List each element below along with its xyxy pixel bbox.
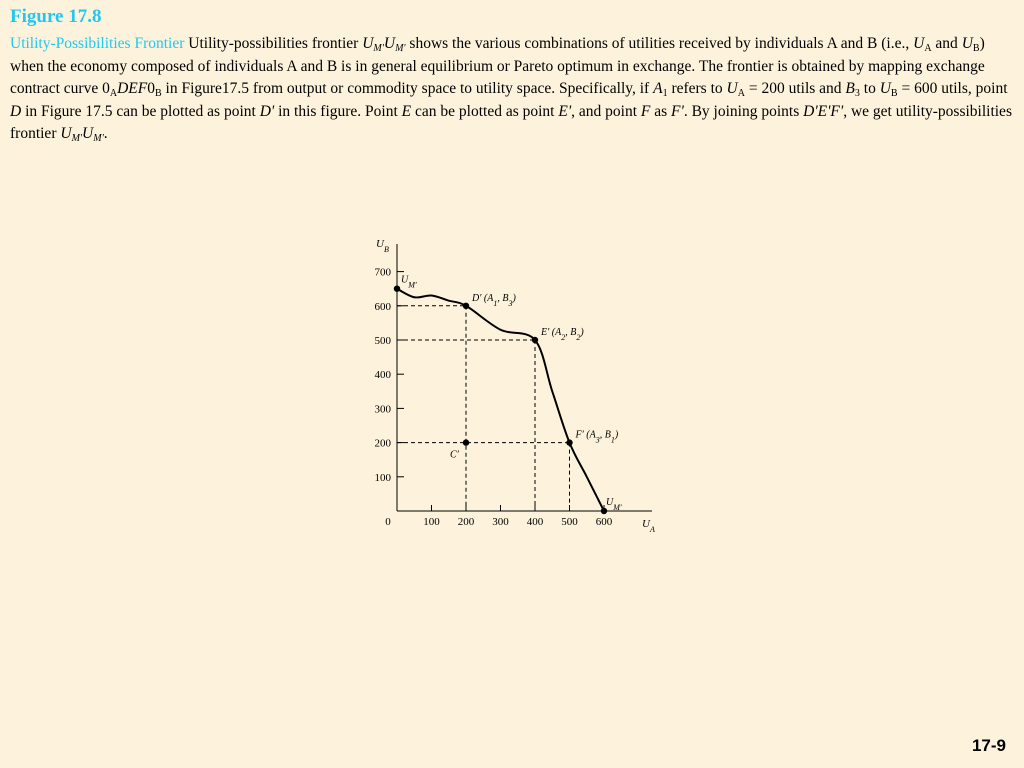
text-run: M' bbox=[395, 43, 406, 54]
text-run: 3 bbox=[854, 88, 860, 99]
frontier-end-label bbox=[606, 497, 622, 512]
text-run: B bbox=[890, 88, 898, 99]
utility-possibilities-chart bbox=[360, 228, 670, 538]
text-run: . bbox=[103, 125, 108, 142]
text-run: U bbox=[879, 80, 891, 97]
text-run: F bbox=[640, 102, 651, 120]
text-run: DEF bbox=[117, 80, 148, 97]
frontier-start-point bbox=[394, 286, 400, 292]
y-axis-label-main: U bbox=[376, 238, 384, 250]
text-run: M' bbox=[71, 133, 83, 144]
frontier-end-label-main: U bbox=[606, 497, 614, 508]
text-run: as bbox=[650, 102, 672, 120]
point-label-text: ) bbox=[512, 292, 516, 304]
text-run: U bbox=[726, 80, 738, 97]
x-tick-label: 400 bbox=[526, 516, 544, 528]
text-run: M' bbox=[373, 43, 384, 54]
text-run: E bbox=[401, 102, 412, 120]
frontier-end-label-sub: M′ bbox=[613, 502, 622, 512]
y-axis-label bbox=[376, 238, 389, 254]
y-tick-label: 200 bbox=[374, 437, 391, 450]
text-run: . By joining points bbox=[683, 102, 804, 120]
y-tick-label: 500 bbox=[374, 335, 391, 347]
point-label-F bbox=[575, 430, 619, 445]
y-tick-label: 600 bbox=[374, 300, 391, 313]
text-run: , we get utility-possibilities frontier bbox=[10, 102, 1012, 142]
text-run: and bbox=[931, 35, 962, 52]
figure-title: Figure 17.8 bbox=[10, 6, 102, 27]
point-label-sub: 3 bbox=[595, 435, 600, 445]
frontier-end-point bbox=[601, 508, 607, 514]
text-run: = 600 utils, point bbox=[897, 80, 1008, 97]
point-label-text: , B bbox=[599, 429, 611, 441]
text-run: A bbox=[653, 80, 663, 97]
point-label-text: , B bbox=[565, 327, 577, 338]
frontier-end-label-sub: M′ bbox=[408, 280, 417, 290]
point-label-text: E′ (A bbox=[541, 327, 562, 338]
point-label-text: F′ (A bbox=[575, 429, 596, 441]
frontier-curve bbox=[397, 289, 604, 511]
text-run: E' bbox=[558, 102, 572, 120]
text-run: Utility-possibilities frontier bbox=[184, 35, 363, 52]
text-run: U bbox=[82, 125, 94, 142]
point-label-sub: 2 bbox=[561, 332, 566, 342]
text-run: U bbox=[961, 35, 973, 52]
point-label-text: ) bbox=[580, 327, 584, 338]
point-C bbox=[463, 439, 469, 445]
frontier-end-label bbox=[401, 275, 417, 290]
y-tick-label: 700 bbox=[374, 266, 391, 279]
x-axis-label-main: U bbox=[642, 518, 650, 530]
text-run: U bbox=[913, 35, 925, 52]
text-run: M' bbox=[93, 133, 104, 144]
point-F bbox=[566, 439, 572, 445]
point-label-text: ) bbox=[614, 429, 619, 441]
point-label-E bbox=[540, 327, 584, 342]
text-run: D bbox=[10, 102, 22, 120]
text-run: A bbox=[109, 88, 118, 99]
text-run: in Figure17.5 from output or commodity space to utility space. Specifically, if bbox=[161, 80, 654, 97]
y-tick-label: 300 bbox=[374, 403, 391, 416]
subheading: Utility-Possibilities Frontier bbox=[10, 35, 185, 52]
text-run: , and point bbox=[571, 102, 641, 120]
x-tick-label: 600 bbox=[595, 516, 613, 528]
text-run: D'E'F' bbox=[803, 102, 844, 120]
x-tick-label: 0 bbox=[385, 516, 391, 528]
x-tick-label: 200 bbox=[457, 516, 475, 528]
point-label-sub: 3 bbox=[508, 298, 513, 308]
text-run: U bbox=[383, 35, 396, 52]
text-run: 0 bbox=[147, 80, 155, 97]
y-tick-label: 400 bbox=[374, 369, 391, 382]
text-run: can be plotted as point bbox=[411, 102, 559, 120]
text-run: A bbox=[737, 88, 745, 99]
text-run: A bbox=[924, 43, 932, 54]
text-run: ) when the economy composed of individuals A and B is in general equilibrium or Pareto optimum in exchange. The frontier is obtained by mapping exchange contract curve 0 bbox=[10, 35, 985, 97]
text-run: in Figure 17.5 can be plotted as point bbox=[21, 102, 260, 120]
point-D bbox=[463, 303, 469, 309]
point-label-sub: 1 bbox=[610, 435, 615, 445]
x-tick-label: 100 bbox=[423, 516, 440, 528]
x-tick-label: 300 bbox=[492, 516, 509, 528]
text-run: U bbox=[362, 35, 374, 52]
body-paragraph bbox=[10, 33, 1015, 146]
text-run: = 200 utils and bbox=[744, 80, 846, 97]
point-label-D bbox=[471, 293, 516, 308]
text-run: refers to bbox=[667, 80, 727, 97]
x-axis-label-sub: A bbox=[649, 524, 655, 534]
point-E bbox=[532, 337, 538, 343]
text-run: B bbox=[972, 43, 980, 54]
frontier-end-label-main: U bbox=[401, 274, 409, 286]
x-axis-label bbox=[642, 518, 655, 534]
page-number: 17-9 bbox=[971, 736, 1006, 755]
text-run: shows the various combinations of utilities received by individuals A and B (i.e., bbox=[405, 35, 914, 52]
text-run: B bbox=[845, 80, 855, 97]
text-run: in this figure. Point bbox=[274, 102, 402, 120]
point-label-text: D′ (A bbox=[472, 292, 494, 304]
text-run: D' bbox=[259, 102, 275, 120]
point-label-C: C′ bbox=[450, 449, 459, 461]
text-run: 1 bbox=[662, 88, 668, 99]
text-run: B bbox=[154, 88, 162, 99]
point-label-sub: 1 bbox=[493, 298, 498, 308]
text-run: to bbox=[859, 80, 880, 97]
point-label-text: , B bbox=[497, 292, 509, 304]
x-tick-label: 500 bbox=[561, 516, 578, 528]
y-axis-label-sub: B bbox=[383, 244, 389, 254]
text-run: U bbox=[60, 125, 72, 142]
point-label-sub: 2 bbox=[576, 332, 581, 342]
y-tick-label: 100 bbox=[374, 471, 391, 484]
text-run: F' bbox=[671, 102, 684, 120]
